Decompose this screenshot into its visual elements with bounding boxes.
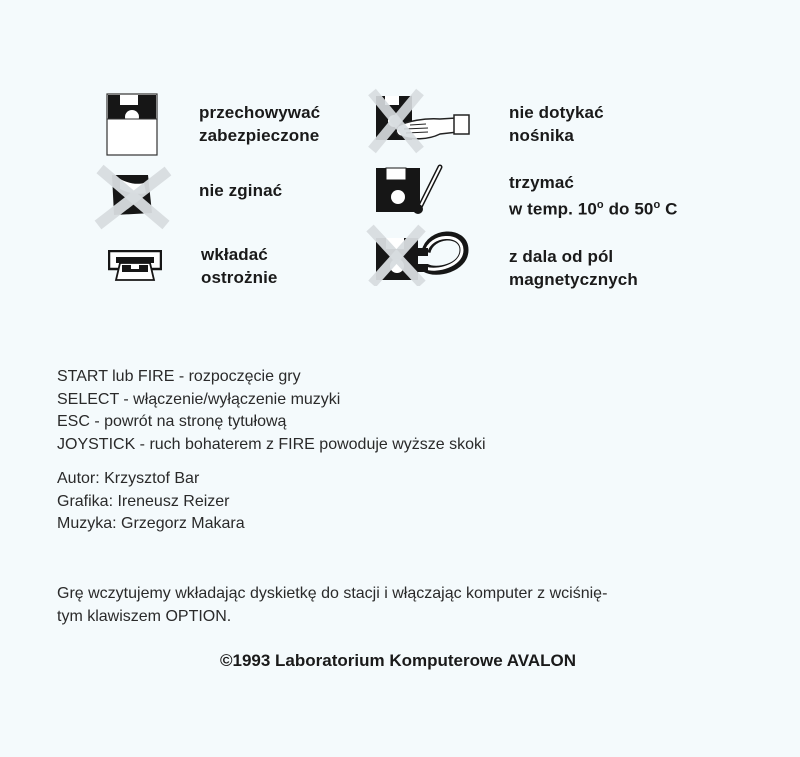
label-line: nie zginać xyxy=(199,181,283,200)
degree-mark: o xyxy=(653,199,661,211)
label-magnetic xyxy=(509,245,638,291)
no-touching-hand-icon xyxy=(368,88,473,156)
label-no-bending xyxy=(199,179,282,202)
no-magnet-icon xyxy=(366,222,470,286)
label-line: nośnika xyxy=(509,126,574,145)
label-line: magnetycznych xyxy=(509,270,638,289)
control-line: SELECT - włączenie/wyłączenie muzyki xyxy=(57,390,341,408)
label-line: zabezpieczone xyxy=(199,126,320,145)
label-line: przechowywać xyxy=(199,103,321,122)
disk-insert-drive-icon xyxy=(108,250,162,282)
temp-suffix: C xyxy=(660,199,678,219)
temp-mid: do 50 xyxy=(603,199,654,219)
credit-line: Autor: Krzysztof Bar xyxy=(57,470,200,487)
disk-thermometer-icon xyxy=(374,163,446,215)
label-no-touch xyxy=(509,101,604,147)
control-line: JOYSTICK - ruch bohaterem z FIRE powoduje wyższe skoki xyxy=(57,435,486,453)
temperature-range xyxy=(509,194,678,221)
credit-line: Grafika: Ireneusz Reizer xyxy=(57,492,230,510)
credit-line: Muzyka: Grzegorz Makara xyxy=(57,515,245,532)
control-line: START lub FIRE - rozpoczęcie gry xyxy=(57,368,301,385)
copyright-text: ©1993 Laboratorium Komputerowe AVALON xyxy=(219,651,577,670)
label-line: wkładać xyxy=(201,245,268,264)
loading-note xyxy=(57,582,747,628)
note-line: Grę wczytujemy wkładając dyskietkę do stacji i włączając komputer z wciśnię- xyxy=(57,585,608,602)
no-bending-disk-icon xyxy=(92,163,182,233)
label-temperature xyxy=(509,171,678,221)
label-line: ostrożnie xyxy=(201,268,278,287)
degree-mark: o xyxy=(596,199,604,211)
control-line: ESC - powrót na stronę tytułową xyxy=(57,413,287,430)
controls-list xyxy=(57,366,486,456)
label-store-protected xyxy=(199,101,320,147)
note-line: tym klawiszem OPTION. xyxy=(57,608,232,625)
credits-list xyxy=(57,468,245,536)
label-line: nie dotykać xyxy=(509,103,604,122)
label-line: z dala od pól xyxy=(509,247,614,266)
label-line: trzymać xyxy=(509,173,574,192)
temp-prefix: w temp. 10 xyxy=(509,199,597,219)
label-insert-carefully xyxy=(201,243,277,289)
copyright xyxy=(0,651,800,671)
floppy-in-sleeve-icon xyxy=(106,93,158,157)
